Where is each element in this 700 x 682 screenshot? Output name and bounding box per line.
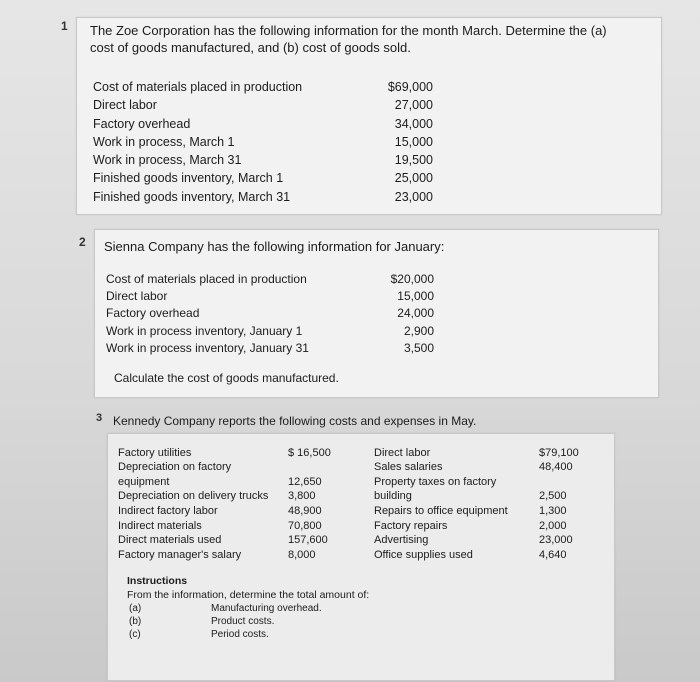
cost-label: Indirect factory labor [118,505,218,517]
cost-label: Factory manager's salary [118,549,242,561]
cost-value: 4,640 [539,549,567,561]
cost-label: Depreciation on factory [118,461,232,473]
cost-value: 70,800 [288,520,322,532]
question-number-1: 1 [61,19,68,33]
cost-value: $ 16,500 [288,447,331,459]
table-row: Direct labor 27,000 [93,98,433,113]
table-row: Factory overhead 34,000 [93,116,433,131]
part-letter-b: (b) [129,616,142,627]
question-3-text: Kennedy Company reports the following costs and expenses in May. [113,414,477,428]
cost-value: 1,300 [539,505,567,517]
table-row: Work in process inventory, January 31 3,500 [106,340,434,355]
instructions-text: From the information, determine the total amount of: [127,589,370,601]
cost-label: Sales salaries [374,461,443,473]
question-number-3: 3 [96,412,103,424]
table-row: Finished goods inventory, March 1 25,000 [93,171,433,186]
table-row: Work in process, March 31 19,500 [93,153,433,168]
cost-value: 2,500 [539,490,567,502]
cost-label: Direct labor [374,447,431,459]
cost-label: Depreciation on delivery trucks [118,490,269,502]
table-row: Cost of materials placed in production $69,000 [93,80,433,94]
table-row: Work in process, March 1 15,000 [93,134,433,149]
table-row: Direct labor 15,000 [106,289,434,304]
part-text-b: Product costs. [211,616,275,627]
cost-label: equipment [118,476,170,488]
cost-value: 12,650 [288,476,322,488]
cost-label: Direct materials used [118,534,222,546]
cost-label: Factory repairs [374,520,448,532]
cost-value: 48,400 [539,461,573,473]
part-text-a: Manufacturing overhead. [211,603,322,614]
table-row: Finished goods inventory, March 31 23,000 [93,189,433,204]
question-2-text: Sienna Company has the following information for January: [104,239,445,254]
part-text-c: Period costs. [211,629,269,640]
question-1-text: The Zoe Corporation has the following information for the month March. Determine the (a) cost of goods manufactured, and (b) cost of goods sold. [90,23,607,55]
cost-label: Indirect materials [118,520,202,532]
cost-label: Office supplies used [374,549,473,561]
cost-value: 2,000 [539,520,567,532]
cost-value: 48,900 [288,505,322,517]
part-letter-a: (a) [129,603,142,614]
question-2-box [94,229,659,398]
table-row: Cost of materials placed in production $20,000 [106,272,434,286]
table-row: Factory overhead 24,000 [106,306,434,321]
cost-label: Factory utilities [118,447,192,459]
cost-label: Property taxes on factory [374,476,497,488]
question-2-instruction: Calculate the cost of goods manufactured. [114,371,339,385]
cost-value: 157,600 [288,534,328,546]
cost-value: 23,000 [539,534,573,546]
cost-label: Repairs to office equipment [374,505,508,517]
part-letter-c: (c) [129,629,141,640]
cost-value: 3,800 [288,490,316,502]
cost-label: Advertising [374,534,429,546]
question-1-table [93,78,433,206]
table-row: Work in process inventory, January 1 2,900 [106,323,434,338]
question-number-2: 2 [79,235,86,249]
cost-value: $79,100 [539,447,579,459]
cost-label: building [374,490,412,502]
question-2-table [106,271,434,357]
question-3-box [107,433,615,681]
cost-value: 8,000 [288,549,316,561]
instructions-heading: Instructions [127,575,188,587]
question-1-box [76,17,662,215]
